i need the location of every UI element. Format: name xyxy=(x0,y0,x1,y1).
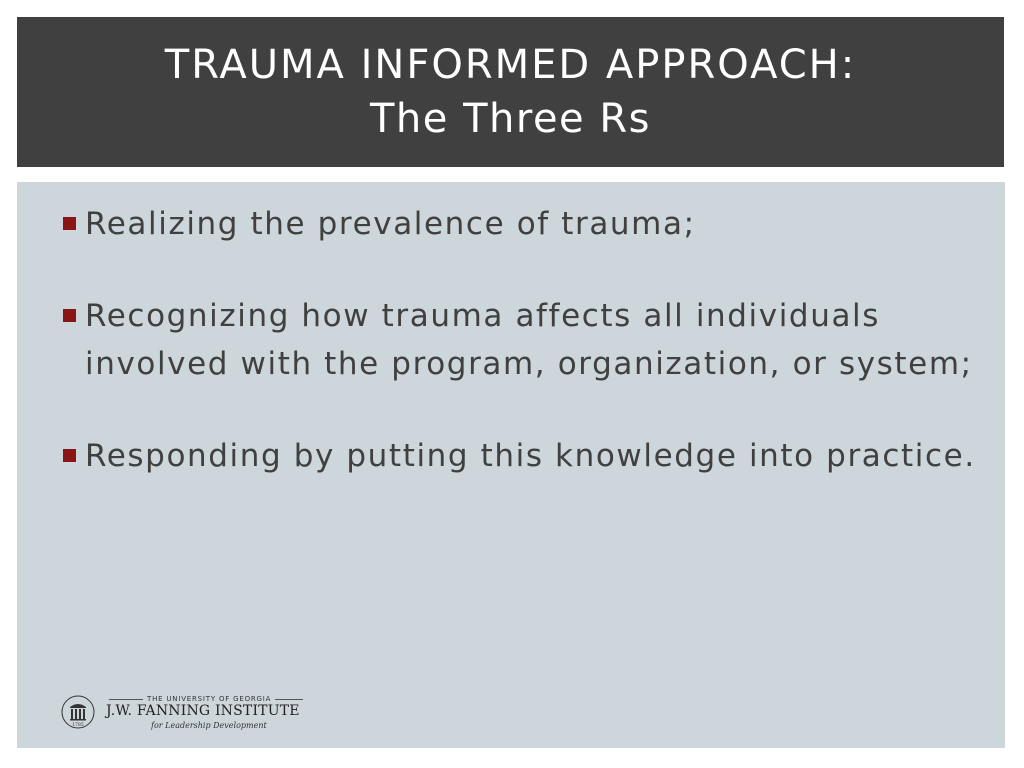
logo-university-text: THE UNIVERSITY OF GEORGIA xyxy=(147,695,272,703)
square-bullet-icon xyxy=(63,309,76,322)
bullet-list xyxy=(61,200,991,524)
slide-subtitle: The Three Rs xyxy=(369,96,652,142)
fanning-institute-logo xyxy=(61,695,311,735)
bullet-item xyxy=(61,292,991,388)
seal-year: 1785 xyxy=(72,723,84,728)
bullet-item xyxy=(61,432,991,480)
logo-institute-text: J.W. FANNING INSTITUTE xyxy=(106,703,300,719)
square-bullet-icon xyxy=(63,217,76,230)
bullet-text: Realizing the prevalence of trauma; xyxy=(85,206,696,242)
bullet-item xyxy=(61,200,991,248)
bullet-text: Responding by putting this knowledge into practice. xyxy=(85,438,976,474)
logo-tagline-text: for Leadership Development xyxy=(151,721,267,730)
bullet-text: Recognizing how trauma affects all individuals involved with the program, organization, or system; xyxy=(85,298,973,382)
logo-rule xyxy=(109,699,143,700)
university-arch-seal-icon xyxy=(61,695,95,729)
slide-title: TRAUMA INFORMED APPROACH: xyxy=(164,42,857,88)
logo-rule xyxy=(275,699,303,700)
title-band xyxy=(17,17,1004,167)
content-area xyxy=(17,182,1005,748)
square-bullet-icon xyxy=(63,449,76,462)
